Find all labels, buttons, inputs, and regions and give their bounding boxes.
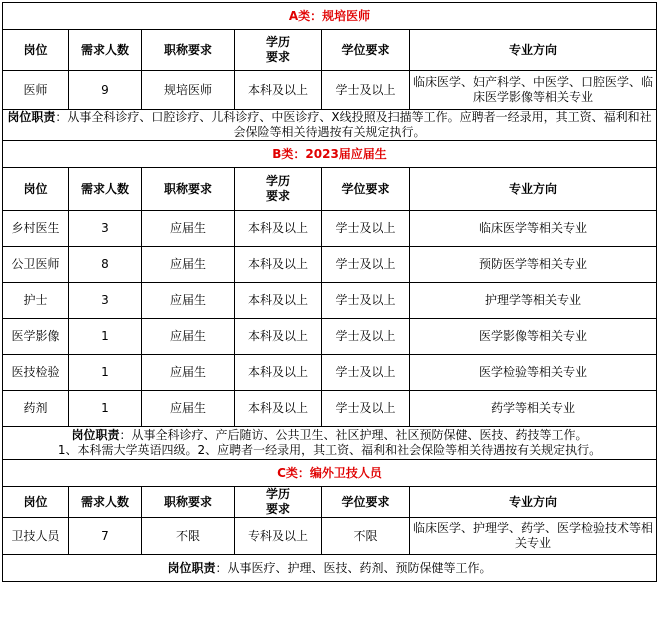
cell-title: 规培医师 [142, 71, 235, 110]
cell-degree: 学士及以上 [322, 391, 410, 427]
cell-education: 专科及以上 [235, 518, 322, 555]
cell-title: 应届生 [142, 319, 235, 355]
table-row [3, 391, 657, 427]
cell-degree: 学士及以上 [322, 283, 410, 319]
cell-major: 护理学等相关专业 [410, 283, 657, 319]
header-count: 需求人数 [69, 168, 142, 211]
cell-major: 药学等相关专业 [410, 391, 657, 427]
header-count: 需求人数 [69, 487, 142, 518]
cell-title: 应届生 [142, 391, 235, 427]
duty-text: ：从事全科诊疗、口腔诊疗、儿科诊疗、中医诊疗、X线投照及扫描等工作。应聘者一经录用，其工资、福利和社会保险等相关待遇按有关规定执行。 [55, 110, 652, 139]
cell-position: 医学影像 [3, 319, 69, 355]
table-row [3, 518, 657, 555]
header-major: 专业方向 [410, 168, 657, 211]
header-education [235, 168, 322, 211]
cell-position: 公卫医师 [3, 247, 69, 283]
cell-degree: 学士及以上 [322, 71, 410, 110]
cell-count: 1 [69, 319, 142, 355]
section-b-title: B类：2023届应届生 [3, 141, 657, 168]
header-major: 专业方向 [410, 487, 657, 518]
cell-degree: 学士及以上 [322, 355, 410, 391]
section-a-duty [3, 110, 657, 141]
cell-title: 应届生 [142, 283, 235, 319]
header-edu-line2: 要求 [265, 189, 290, 203]
cell-position: 药剂 [3, 391, 69, 427]
table-row [3, 319, 657, 355]
cell-major: 医学检验等相关专业 [410, 355, 657, 391]
cell-education: 本科及以上 [235, 211, 322, 247]
section-b-header-row [3, 168, 657, 211]
cell-title: 不限 [142, 518, 235, 555]
header-position: 岗位 [3, 487, 69, 518]
cell-degree: 不限 [322, 518, 410, 555]
cell-position: 卫技人员 [3, 518, 69, 555]
cell-education: 本科及以上 [235, 247, 322, 283]
section-b-duty [3, 427, 657, 460]
cell-degree: 学士及以上 [322, 211, 410, 247]
header-education [235, 30, 322, 71]
cell-position: 医技检验 [3, 355, 69, 391]
cell-major: 临床医学、护理学、药学、医学检验技术等相关专业 [410, 518, 657, 555]
cell-degree: 学士及以上 [322, 247, 410, 283]
table-row [3, 71, 657, 110]
cell-degree: 学士及以上 [322, 319, 410, 355]
cell-education: 本科及以上 [235, 319, 322, 355]
section-a-title: A类：规培医师 [3, 3, 657, 30]
cell-title: 应届生 [142, 211, 235, 247]
header-major: 专业方向 [410, 30, 657, 71]
cell-count: 1 [69, 355, 142, 391]
cell-count: 8 [69, 247, 142, 283]
table-row [3, 283, 657, 319]
cell-count: 1 [69, 391, 142, 427]
duty-text: ：从事全科诊疗、产后随访、公共卫生、社区护理、社区预防保健、医技、药技等工作。 [119, 428, 588, 442]
cell-count: 3 [69, 211, 142, 247]
cell-major: 预防医学等相关专业 [410, 247, 657, 283]
header-edu-line2: 要求 [265, 502, 290, 516]
cell-education: 本科及以上 [235, 355, 322, 391]
header-title: 职称要求 [142, 30, 235, 71]
cell-education: 本科及以上 [235, 391, 322, 427]
header-edu-line1: 学历 [265, 174, 290, 188]
cell-major: 临床医学等相关专业 [410, 211, 657, 247]
duty-label: 岗位职责 [71, 428, 120, 442]
table-row [3, 355, 657, 391]
header-edu-line1: 学历 [265, 487, 290, 501]
cell-position: 医师 [3, 71, 69, 110]
table-row [3, 247, 657, 283]
duty-text: ：从事医疗、护理、医技、药剂、预防保健等工作。 [215, 560, 492, 575]
cell-count: 9 [69, 71, 142, 110]
header-edu-line2: 要求 [265, 50, 290, 64]
header-edu-line1: 学历 [265, 35, 290, 49]
cell-count: 3 [69, 283, 142, 319]
header-degree: 学位要求 [322, 168, 410, 211]
cell-education: 本科及以上 [235, 71, 322, 110]
cell-title: 应届生 [142, 355, 235, 391]
section-c-duty [3, 555, 657, 582]
cell-major: 临床医学、妇产科学、中医学、口腔医学、临床医学影像等相关专业 [410, 71, 657, 110]
header-education [235, 487, 322, 518]
cell-count: 7 [69, 518, 142, 555]
header-position: 岗位 [3, 168, 69, 211]
header-count: 需求人数 [69, 30, 142, 71]
header-position: 岗位 [3, 30, 69, 71]
recruitment-table [2, 2, 657, 582]
header-title: 职称要求 [142, 168, 235, 211]
section-a-header-row [3, 30, 657, 71]
duty-label: 岗位职责 [7, 110, 56, 124]
header-degree: 学位要求 [322, 487, 410, 518]
header-title: 职称要求 [142, 487, 235, 518]
cell-education: 本科及以上 [235, 283, 322, 319]
section-c-header-row [3, 487, 657, 518]
cell-title: 应届生 [142, 247, 235, 283]
duty-note: 1、本科需大学英语四级。2、应聘者一经录用，其工资、福利和社会保险等相关待遇按有关规定执行。 [57, 443, 602, 457]
section-c-title: C类：编外卫技人员 [3, 460, 657, 487]
cell-position: 乡村医生 [3, 211, 69, 247]
table-row [3, 211, 657, 247]
duty-label: 岗位职责 [167, 560, 216, 575]
header-degree: 学位要求 [322, 30, 410, 71]
cell-position: 护士 [3, 283, 69, 319]
cell-major: 医学影像等相关专业 [410, 319, 657, 355]
